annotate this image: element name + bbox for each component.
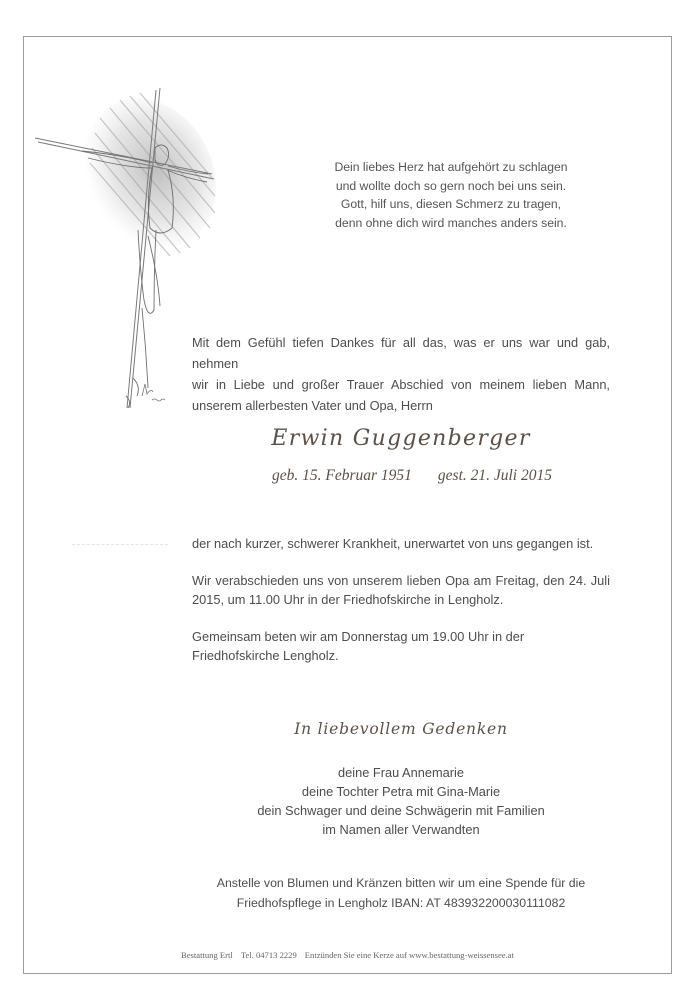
footer: [23, 950, 672, 960]
mourner: dein Schwager und deine Schwägerin mit Familien: [257, 803, 545, 818]
life-dates: [192, 467, 632, 485]
poem-line: denn ohne dich wird manches anders sein.: [335, 215, 567, 230]
death-notice: der nach kurzer, schwerer Krankheit, unerwartet von uns gegangen ist.: [192, 536, 594, 551]
mourner: deine Tochter Petra mit Gina-Marie: [301, 784, 501, 799]
poem-line: Dein liebes Herz hat aufgehört zu schlagen: [334, 160, 568, 174]
donation-line: Friedhofspflege in Lengholz IBAN: AT 483932200030111082: [236, 895, 566, 910]
memorial-heading: In liebevollem Gedenken: [294, 720, 508, 738]
funeral-info: Wir verabschieden uns von unserem lieben Opa am Freitag, den 24. Juli 2015, um 11.00 Uhr in der Friedhofskirche in Lengholz.: [192, 572, 610, 607]
poem-line: und wollte doch so gern noch bei uns sein.: [335, 178, 567, 193]
divider: [72, 544, 168, 546]
footer-company: Bestattung Ertl: [181, 950, 233, 960]
birth-date: geb. 15. Februar 1951: [271, 467, 412, 484]
notice-body: [192, 534, 610, 683]
intro-text: [192, 332, 610, 416]
donation-request: [192, 874, 610, 913]
death-date: gest. 21. Juli 2015: [437, 467, 552, 484]
mourners-list: [192, 763, 610, 839]
deceased-name: Erwin Guggenberger: [271, 426, 531, 451]
footer-candle-link[interactable]: Entzünden Sie eine Kerze auf www.bestattung-weissensee.at: [304, 950, 514, 960]
intro-line: wir in Liebe und großer Trauer Abschied von meinem lieben Mann,: [192, 377, 610, 392]
mourner: deine Frau Annemarie: [338, 765, 464, 780]
mourner: im Namen aller Verwandten: [322, 822, 480, 837]
donation-line: Anstelle von Blumen und Kränzen bitten wir um eine Spende für die: [216, 876, 586, 890]
footer-phone: Tel. 04713 2229: [240, 950, 297, 960]
poem-line: Gott, hilf uns, diesen Schmerz zu tragen,: [340, 197, 562, 211]
intro-line: unserem allerbesten Vater und Opa, Herrn: [192, 398, 433, 413]
prayer-info: Gemeinsam beten wir am Donnerstag um 19.00 Uhr in der Friedhofskirche Lengholz.: [192, 628, 525, 663]
intro-line: Mit dem Gefühl tiefen Dankes für all das, was er uns war und gab, nehmen: [192, 335, 610, 371]
poem: [292, 158, 610, 232]
